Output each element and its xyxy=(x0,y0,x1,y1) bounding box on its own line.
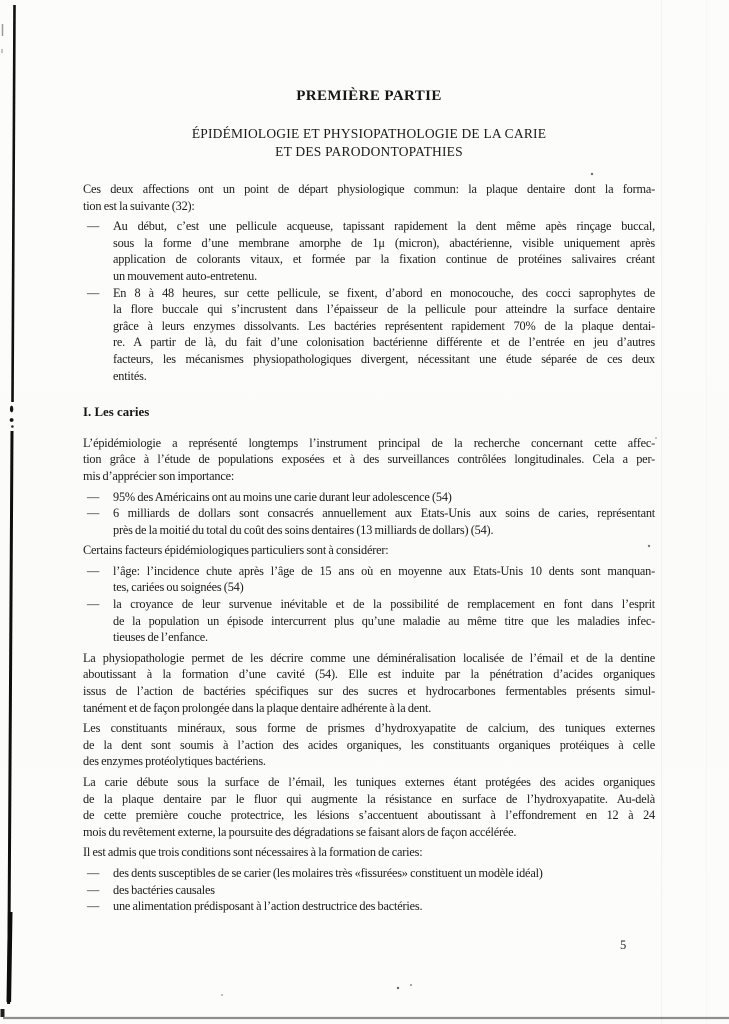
text-line: des enzymes protéolytiques bactériens. xyxy=(83,754,266,769)
text-line: La carie débute sous la surface de l’émail, les tuniques externes étant protégées des acides organiques xyxy=(83,775,655,789)
list-item xyxy=(83,285,655,385)
binding-line-bottom xyxy=(9,431,12,1004)
paragraph xyxy=(83,542,655,559)
text-line: mois du revêtement externe, la poursuite des dégradations se faisant alors de façon accélérée. xyxy=(83,824,517,839)
text-line: En 8 à 48 heures, sur cette pellicule, se fixent, d’abord en monocouche, des cocci saprophytes de xyxy=(113,285,655,300)
list-item xyxy=(83,898,655,915)
dash-bullet: — xyxy=(87,865,100,880)
text-line: de cette première couche protectrice, les lésions s’accentuent aboutissant à l’effondrement en 12 à 24 xyxy=(83,808,655,823)
paragraph xyxy=(83,774,655,840)
text-line: sous la forme d’une membrane amorphe de 1μ (micron), abactérienne, visible uniquement après xyxy=(113,235,655,250)
subtitle-line-1: ÉPIDÉMIOLOGIE ET PHYSIOPATHOLOGIE DE LA CARIE xyxy=(191,126,547,141)
list-item xyxy=(83,596,655,646)
list-item-body xyxy=(113,218,655,284)
text-line: 6 milliards de dollars sont consacrés annuellement aux Etats-Unis aux soins de caries, représentant xyxy=(113,506,655,521)
text-line: application de colorants vitaux, et formée par la fixation continue de protéines salivaires créant xyxy=(113,252,655,267)
dash-bullet: — xyxy=(87,563,100,578)
dash-bullet: — xyxy=(87,882,100,897)
text-line: des dents susceptibles de se carier (les molaires très «fissurées» constituent un modèle idéal) xyxy=(113,865,543,880)
text-line: des bactéries causales xyxy=(113,882,215,897)
page-content xyxy=(83,88,655,919)
text-line: la croyance de leur survenue inévitable et de la possibilité de remplacement en font dans l’esprit xyxy=(113,597,655,612)
page-number: 5 xyxy=(620,938,627,952)
text-line: Certains facteurs épidémiologiques particuliers sont à considérer: xyxy=(83,543,389,558)
speck xyxy=(397,987,399,989)
document-subtitle xyxy=(83,125,655,160)
text-line: Les constituants minéraux, sous forme de prismes d’hydroxyapatite de calcium, des tuniques externes xyxy=(83,721,655,736)
text-line: une alimentation prédisposant à l’action destructrice des bactéries. xyxy=(113,899,423,914)
dash-bullet: — xyxy=(87,285,100,300)
list-item-body xyxy=(113,898,655,915)
list-item-body xyxy=(113,882,655,899)
text-line: tanément et de façon prolongée dans la plaque dentaire adhérente à la dent. xyxy=(83,700,432,715)
text-line: issus de l’action de bactéries spécifiques sur des sucres et hydrocarbones fermentables présents simul- xyxy=(83,684,655,699)
list-item xyxy=(83,563,655,596)
dash-bullet: — xyxy=(87,506,100,521)
blocks xyxy=(83,181,655,915)
binding-line-thick xyxy=(9,912,10,1002)
dash-list xyxy=(83,489,655,539)
edge-mark xyxy=(1,1009,5,1017)
scan-band xyxy=(661,0,662,1024)
list-item xyxy=(83,505,655,538)
speck xyxy=(221,994,223,996)
list-item xyxy=(83,865,655,882)
ink-mark xyxy=(11,425,14,428)
list-item xyxy=(83,489,655,506)
text-line: l’âge: l’incidence chute après l’âge de 15 ans où en moyenne aux Etats-Unis 10 dents sont manquan- xyxy=(113,563,655,578)
dash-bullet: — xyxy=(87,219,100,234)
paragraph xyxy=(83,181,655,214)
text-line: Ces deux affections ont un point de départ physiologique commun: la plaque dentaire dont la forma- xyxy=(83,182,655,196)
subtitle-line-2: ET DES PARODONTOPATHIES xyxy=(275,143,463,159)
dash-bullet: — xyxy=(87,597,100,612)
text-line: L’épidémiologie a représenté longtemps l’instrument principal de la recherche concernant cette affec- xyxy=(83,435,655,450)
text-line: re. A partir de là, du fait d’une colonisation bactérienne différente et de l’entrée en jeu d’autres xyxy=(113,335,655,350)
dash-list xyxy=(83,218,655,384)
binding-line-top xyxy=(13,5,15,402)
list-item-body xyxy=(113,285,655,385)
text-line: près de la moitié du total du coût des soins dentaires (13 milliards de dollars) (54). xyxy=(113,522,494,537)
text-line: de la dent sont soumis à l’action des acides organiques, les constituants organiques protéiques à celle xyxy=(83,737,655,752)
scan-band xyxy=(706,0,707,1024)
list-item-body xyxy=(113,596,655,646)
text-line: La physiopathologie permet de les décrire comme une déminéralisation localisée de l’émail et de la dentine xyxy=(83,650,655,665)
dash-bullet: — xyxy=(87,489,100,504)
text-line: Au début, c’est une pellicule acqueuse, tapissant rapidement la dent même apès rinçage buccal, xyxy=(113,219,655,234)
ink-mark xyxy=(10,418,14,422)
list-item xyxy=(83,882,655,899)
text-line: de la population un épisode intercurrent plus qu’une maladie au même titre que les maladies infec- xyxy=(113,613,655,628)
text-line: entités. xyxy=(113,368,147,383)
text-line: tion grâce à l’étude de populations exposées et à des surveillances contrôlées longitudinales. Cela a per- xyxy=(83,452,655,467)
text-line: de la plaque dentaire par le fluor qui augmente la résistance en surface de l’hydroxyapatite. Au-delà xyxy=(83,791,655,806)
section-heading: I. Les caries xyxy=(83,405,150,420)
text-line: grâce à leurs enzymes dissolvants. Les bactéries représentent rapidement 70% de la plaque dentai- xyxy=(113,318,655,333)
text-line: mis d’apprécier son importance: xyxy=(83,468,235,483)
list-item-body xyxy=(113,563,655,596)
dash-bullet: — xyxy=(87,899,100,914)
list-item-body xyxy=(113,505,655,538)
paragraph xyxy=(83,720,655,770)
text-line: 95% des Américains ont au moins une carie durant leur adolescence (54) xyxy=(113,489,452,504)
list-item xyxy=(83,218,655,284)
document-title: PREMIÈRE PARTIE xyxy=(296,88,442,104)
text-line: facteurs, les mécanismes physiopathologiques divergent, nécessitant une étude séparée de ces deux xyxy=(113,351,655,366)
text-line: aboutissant à la formation d’une cavité (54). Elle est induite par la pénétration d’acides organiques xyxy=(83,667,655,682)
paragraph xyxy=(83,844,655,861)
ink-mark xyxy=(10,406,13,413)
speck xyxy=(410,984,412,986)
speck xyxy=(655,437,657,439)
text-line: tieuses de l’enfance. xyxy=(113,630,208,645)
dash-list xyxy=(83,865,655,915)
paragraph xyxy=(83,650,655,716)
dash-list xyxy=(83,563,655,646)
text-line: tion est la suivante (32): xyxy=(83,198,195,213)
text-line: la flore buccale qui s’incrustent dans l’épaisseur de la pellicule pour atteindre la surface dentaire xyxy=(113,302,655,317)
text-line: un mouvement auto-entretenu. xyxy=(113,268,257,283)
text-line: Il est admis que trois conditions sont nécessaires à la formation de caries: xyxy=(83,845,423,860)
list-item-body xyxy=(113,489,655,506)
paragraph xyxy=(83,435,655,485)
text-line: tes, cariées ou soignées (54) xyxy=(113,580,244,595)
list-item-body xyxy=(113,865,655,882)
